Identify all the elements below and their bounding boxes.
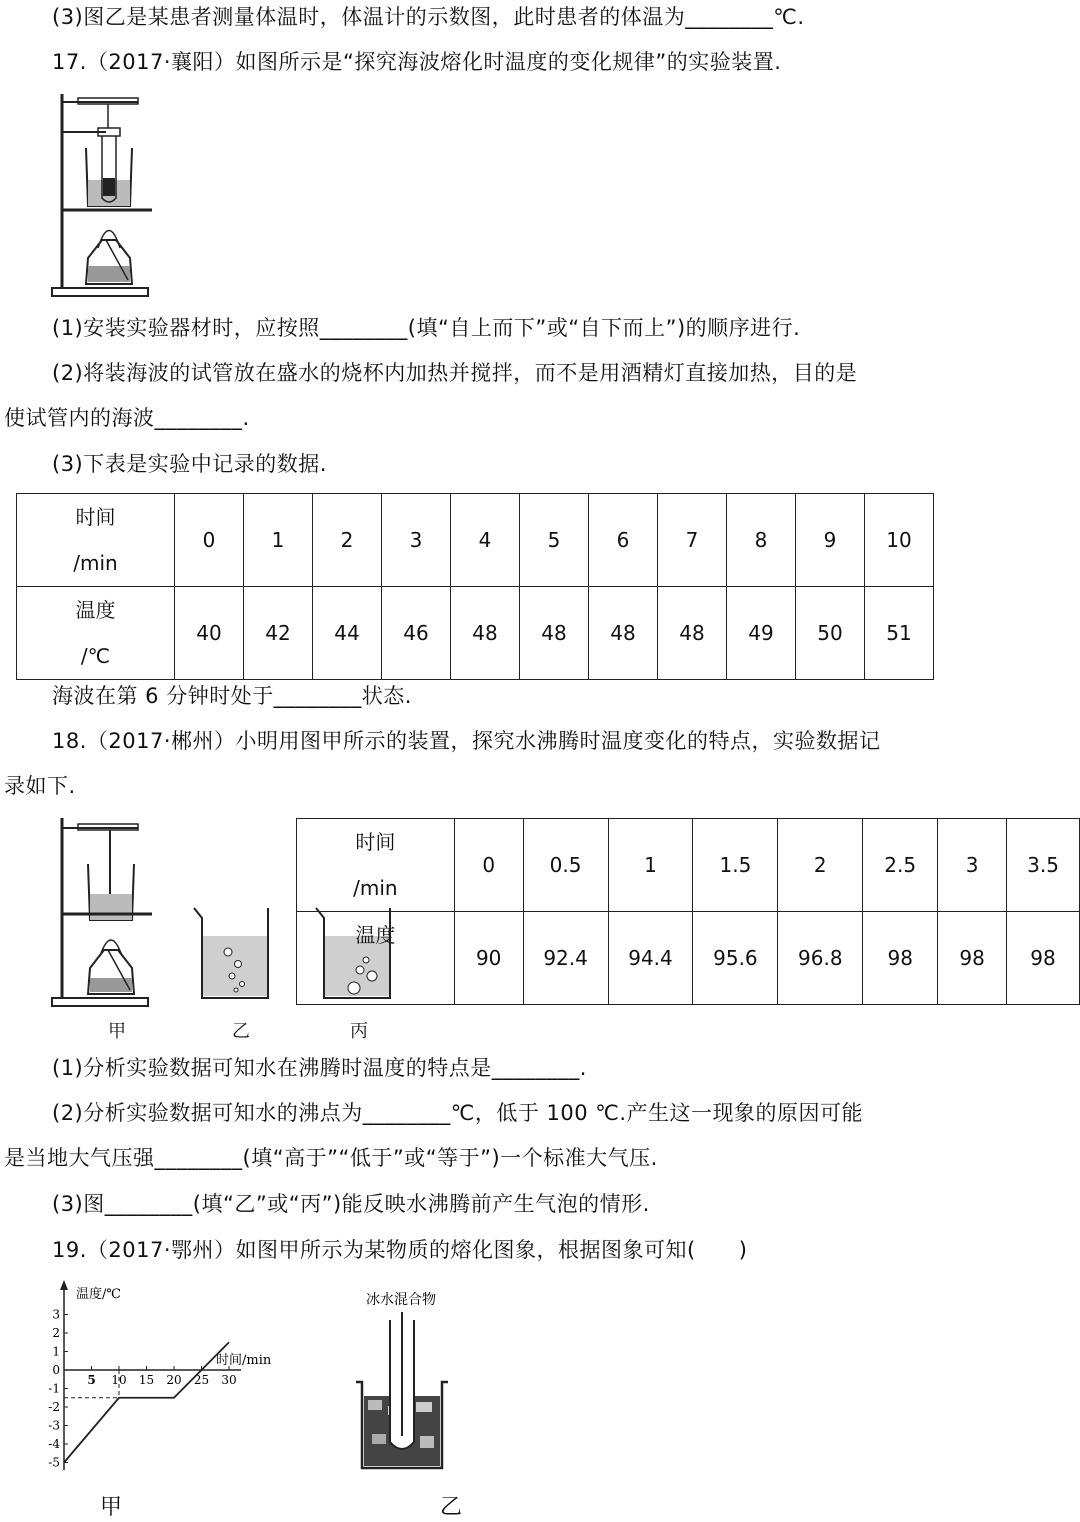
table-header-temp: 温度 /℃ bbox=[17, 587, 175, 680]
table-cell: 3 bbox=[382, 494, 451, 587]
q19-label-jia: 甲 bbox=[100, 1495, 123, 1520]
q17-data-table bbox=[16, 493, 934, 680]
q19-ice-water-figure bbox=[350, 1286, 460, 1476]
y-axis-arrow bbox=[60, 1280, 68, 1290]
table-cell: 48 bbox=[451, 587, 520, 680]
q18-part1-text: (1)分析实验数据可知水在沸腾时温度的特点是________. bbox=[52, 1056, 587, 1080]
table-cell: 1.5 bbox=[693, 819, 778, 912]
table-cell: 2 bbox=[778, 819, 863, 912]
table-cell: 8 bbox=[727, 494, 796, 587]
q17-part1-text: (1)安装实验器材时，应按照________(填“自上而下”或“自下而上”)的顺序进行. bbox=[52, 316, 801, 340]
x-tick-label: 10 bbox=[111, 1373, 127, 1387]
table-cell: 51 bbox=[865, 587, 934, 680]
y-tick-label: -3 bbox=[48, 1418, 60, 1433]
y-tick-label: 3 bbox=[52, 1307, 60, 1322]
table-cell: 1 bbox=[244, 494, 313, 587]
q18-label-yi: 乙 bbox=[232, 1021, 250, 1042]
q17-apparatus-figure bbox=[48, 88, 158, 300]
table-cell: 92.4 bbox=[523, 912, 608, 1005]
y-axis-label: 温度/℃ bbox=[76, 1287, 121, 1302]
table-cell: 98 bbox=[1007, 912, 1080, 1005]
table-header-time: 时间 /min bbox=[297, 819, 455, 912]
q17-stem: 17.（2017·襄阳）如图所示是“探究海波熔化时温度的变化规律”的实验装置. bbox=[52, 50, 782, 74]
q18-beaker-yi bbox=[188, 902, 278, 1002]
table-cell: 50 bbox=[796, 587, 865, 680]
table-cell: 46 bbox=[382, 587, 451, 680]
table-cell: 4 bbox=[451, 494, 520, 587]
q18-label-jia: 甲 bbox=[108, 1021, 126, 1042]
q18-part2-text: (2)分析实验数据可知水的沸点为________℃，低于 100 ℃.产生这一现象的原因可能 bbox=[52, 1101, 864, 1125]
melting-curve bbox=[64, 1342, 229, 1462]
y-tick-label: 1 bbox=[52, 1344, 60, 1359]
q19-melting-chart bbox=[40, 1278, 300, 1478]
q18-part2-continued: 是当地大气压强________(填“高于”“低于”或“等于”)一个标准大气压. bbox=[4, 1146, 658, 1170]
table-cell: 5 bbox=[520, 494, 589, 587]
table-cell: 10 bbox=[865, 494, 934, 587]
table-cell: 0 bbox=[454, 819, 523, 912]
table-cell: 90 bbox=[454, 912, 523, 1005]
table-cell: 1 bbox=[608, 819, 693, 912]
y-tick-label: -2 bbox=[48, 1400, 60, 1414]
table-cell: 94.4 bbox=[608, 912, 693, 1005]
y-tick-label: 0 bbox=[52, 1363, 60, 1377]
q18-part3-text: (3)图________(填“乙”或“丙”)能反映水沸腾前产生气泡的情形. bbox=[52, 1192, 650, 1216]
x-tick-label: 5 bbox=[87, 1373, 96, 1387]
table-cell: 7 bbox=[658, 494, 727, 587]
q19-label-yi: 乙 bbox=[440, 1495, 463, 1520]
q18-label-bing: 丙 bbox=[350, 1021, 368, 1042]
q16-part3-text: (3)图乙是某患者测量体温时，体温计的示数图，此时患者的体温为________℃. bbox=[52, 5, 805, 29]
q17-part3-text: (3)下表是实验中记录的数据. bbox=[52, 452, 327, 476]
x-tick-label: 25 bbox=[193, 1373, 210, 1387]
q17-part3-question: 海波在第 6 分钟时处于________状态. bbox=[52, 684, 412, 708]
x-axis-label: 时间/min bbox=[216, 1353, 272, 1368]
q17-part2-continued: 使试管内的海波________. bbox=[4, 406, 250, 430]
table-cell: 95.6 bbox=[693, 912, 778, 1005]
q19-stem: 19.（2017·鄂州）如图甲所示为某物质的熔化图象，根据图象可知( ) bbox=[52, 1238, 748, 1262]
table-cell: 49 bbox=[727, 587, 796, 680]
table-cell: 98 bbox=[863, 912, 938, 1005]
q18-apparatus-jia bbox=[48, 814, 158, 1010]
table-cell: 9 bbox=[796, 494, 865, 587]
table-cell: 48 bbox=[589, 587, 658, 680]
ice-water-mixture-label: 冰水混合物 bbox=[366, 1292, 436, 1308]
y-tick-label: -4 bbox=[48, 1437, 60, 1451]
q18-stem: 18.（2017·郴州）小明用图甲所示的装置，探究水沸腾时温度变化的特点，实验数据记 bbox=[52, 729, 881, 753]
y-tick-label: -1 bbox=[48, 1381, 60, 1396]
table-cell: 3.5 bbox=[1007, 819, 1080, 912]
table-cell: 6 bbox=[589, 494, 658, 587]
table-header-time: 时间 /min bbox=[17, 494, 175, 587]
table-cell: 96.8 bbox=[778, 912, 863, 1005]
table-cell: 98 bbox=[938, 912, 1007, 1005]
x-tick-label: 15 bbox=[138, 1373, 155, 1387]
y-tick-label: 2 bbox=[52, 1326, 60, 1340]
table-cell: 48 bbox=[520, 587, 589, 680]
table-cell: 0 bbox=[175, 494, 244, 587]
x-tick-label: 30 bbox=[221, 1373, 237, 1387]
table-cell: 0.5 bbox=[523, 819, 608, 912]
table-cell: 44 bbox=[313, 587, 382, 680]
y-tick-label: -5 bbox=[48, 1455, 60, 1470]
q17-part2-text: (2)将装海波的试管放在盛水的烧杯内加热并搅拌，而不是用酒精灯直接加热，目的是 bbox=[52, 361, 858, 385]
table-cell: 2.5 bbox=[863, 819, 938, 912]
x-tick-label: 20 bbox=[166, 1373, 182, 1387]
table-cell: 3 bbox=[938, 819, 1007, 912]
q18-data-table bbox=[296, 818, 1080, 1005]
table-cell: 48 bbox=[658, 587, 727, 680]
table-cell: 42 bbox=[244, 587, 313, 680]
table-cell: 2 bbox=[313, 494, 382, 587]
q18-stem-continued: 录如下. bbox=[4, 774, 76, 798]
table-header-temp: 温度 bbox=[297, 912, 455, 1005]
table-cell: 40 bbox=[175, 587, 244, 680]
